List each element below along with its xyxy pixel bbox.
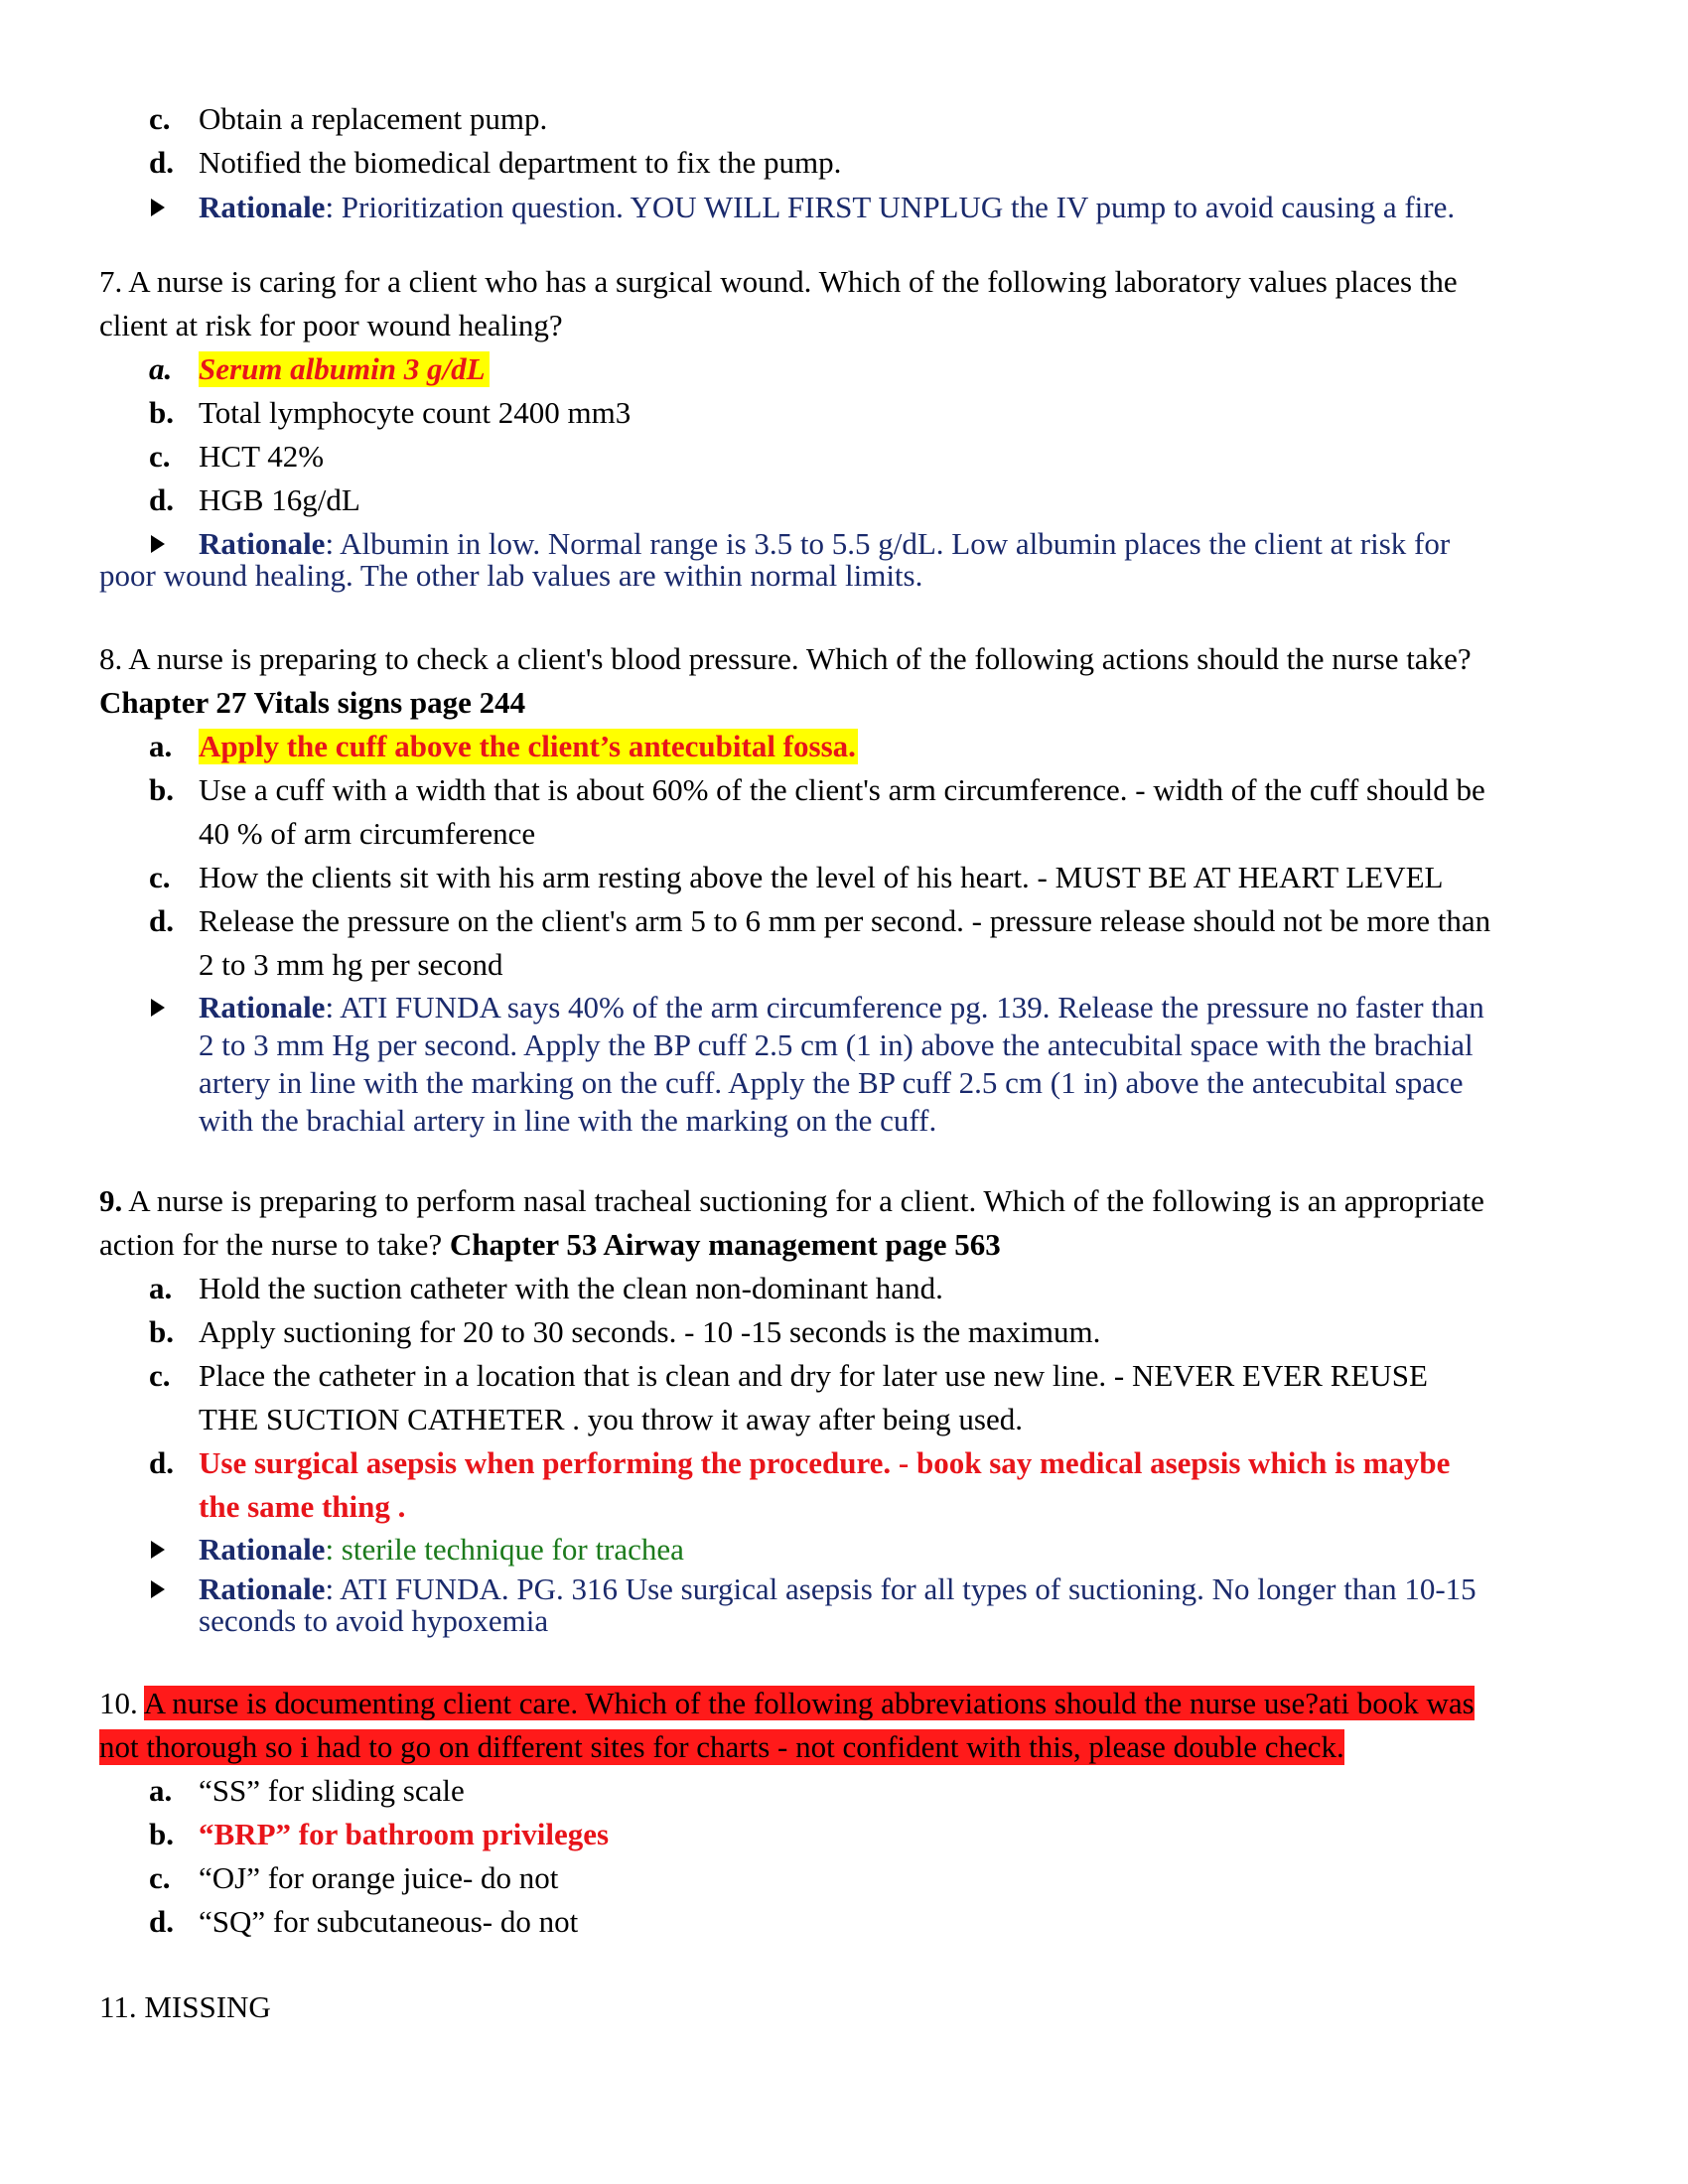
q8-rationale-line1: Rationale: ATI FUNDA says 40% of the arm circumference pg. 139. Release the pressure no faster than: [199, 990, 1484, 1024]
q10-option-d-label: d.: [149, 1904, 174, 1939]
q10-option-c: “OJ” for orange juice- do not: [199, 1860, 559, 1895]
q6-rationale: Rationale: Prioritization question. YOU WILL FIRST UNPLUG the IV pump to avoid causing a fire.: [199, 190, 1456, 224]
q9-option-d-label: d.: [149, 1445, 174, 1480]
q8-rationale-line3: artery in line with the marking on the cuff. Apply the BP cuff 2.5 cm (1 in) above the antecubital space: [199, 1065, 1464, 1100]
q8-option-c-label: c.: [149, 860, 171, 894]
bullet-icon: [151, 1541, 165, 1559]
q9-stem-line1: 9. A nurse is preparing to perform nasal tracheal suctioning for a client. Which of the following is an appropriate: [99, 1183, 1484, 1218]
q9-option-b: Apply suctioning for 20 to 30 seconds. - 10 -15 seconds is the maximum.: [199, 1314, 1101, 1349]
q11-text: 11. MISSING: [99, 1989, 271, 2024]
q6-option-d-label: d.: [149, 145, 174, 180]
q9-option-a: Hold the suction catheter with the clean non-dominant hand.: [199, 1271, 943, 1305]
q7-option-c: HCT 42%: [199, 439, 325, 474]
q7-option-b-label: b.: [149, 395, 174, 430]
q8-stem-line1: 8. A nurse is preparing to check a client's blood pressure. Which of the following actions should the nurse take?: [99, 641, 1472, 676]
q7-rationale-line2: poor wound healing. The other lab values are within normal limits.: [99, 558, 923, 593]
q10-number: 10.: [99, 1686, 144, 1720]
bullet-icon: [151, 535, 165, 553]
q7-option-b: Total lymphocyte count 2400 mm3: [199, 395, 632, 430]
q6-option-d: Notified the biomedical department to fix the pump.: [199, 145, 842, 180]
q10-option-a-label: a.: [149, 1773, 173, 1808]
q7-stem-line2: client at risk for poor wound healing?: [99, 308, 563, 342]
q7-option-a-label: a.: [149, 351, 173, 386]
q8-chapter-reference: Chapter 27 Vitals signs page 244: [99, 685, 526, 720]
q7-stem-line1: 7. A nurse is caring for a client who has a surgical wound. Which of the following laboratory values places the: [99, 264, 1458, 299]
rationale-label: Rationale: [199, 526, 326, 561]
q7-option-c-label: c.: [149, 439, 171, 474]
q6-option-c: Obtain a replacement pump.: [199, 101, 548, 136]
q9-rationale-2-line1: Rationale: ATI FUNDA. PG. 316 Use surgical asepsis for all types of suctioning. No longer than 10-15: [199, 1571, 1477, 1606]
q9-option-c-line2: THE SUCTION CATHETER . you throw it away after being used.: [199, 1402, 1023, 1436]
q8-rationale-line2: 2 to 3 mm Hg per second. Apply the BP cuff 2.5 cm (1 in) above the antecubital space with the brachial: [199, 1027, 1474, 1062]
q10-stem-line1: [99, 1686, 1475, 1721]
q7-option-d: HGB 16g/dL: [199, 482, 360, 517]
q8-option-d-line2: 2 to 3 mm hg per second: [199, 947, 503, 982]
bullet-icon: [151, 1580, 165, 1598]
q10-option-a: “SS” for sliding scale: [199, 1773, 465, 1808]
bullet-icon: [151, 999, 165, 1017]
q6-option-c-label: c.: [149, 101, 171, 136]
q10-stem-highlight: A nurse is documenting client care. Which of the following abbreviations should the nurse use?ati book was: [143, 1686, 1475, 1720]
q8-option-c: How the clients sit with his arm resting above the level of his heart. - MUST BE AT HEART LEVEL: [199, 860, 1444, 894]
q10-option-d: “SQ” for subcutaneous- do not: [199, 1904, 579, 1939]
q10-stem-line2: not thorough so i had to go on different sites for charts - not confident with this, please double check.: [99, 1729, 1344, 1764]
q9-number: 9.: [99, 1183, 123, 1218]
q9-option-c-line1: Place the catheter in a location that is clean and dry for later use new line. - NEVER EVER REUSE: [199, 1358, 1428, 1393]
q9-option-d-correct-line2: the same thing .: [199, 1489, 406, 1524]
q7-option-d-label: d.: [149, 482, 174, 517]
q8-option-b-line2: 40 % of arm circumference: [199, 816, 536, 851]
rationale-label: Rationale: [199, 190, 326, 224]
q9-rationale-2-line2: seconds to avoid hypoxemia: [199, 1603, 549, 1638]
q10-option-c-label: c.: [149, 1860, 171, 1895]
q10-option-b-label: b.: [149, 1817, 174, 1851]
q10-option-b-correct: “BRP” for bathroom privileges: [199, 1817, 610, 1851]
q9-stem-line2: action for the nurse to take? Chapter 53 Airway management page 563: [99, 1227, 1001, 1262]
q9-option-a-label: a.: [149, 1271, 173, 1305]
bullet-icon: [151, 199, 165, 216]
q9-rationale-1: Rationale: sterile technique for trachea: [199, 1532, 684, 1567]
q8-option-d-line1: Release the pressure on the client's arm 5 to 6 mm per second. - pressure release should not be more than: [199, 903, 1491, 938]
q9-option-d-correct-line1: Use surgical asepsis when performing the procedure. - book say medical asepsis which is maybe: [199, 1445, 1451, 1480]
rationale-label: Rationale: [199, 990, 326, 1024]
rationale-label: Rationale: [199, 1571, 326, 1606]
q8-option-a-correct: Apply the cuff above the client’s antecubital fossa.: [199, 729, 856, 763]
rationale-label: Rationale: [199, 1532, 326, 1567]
q8-option-d-label: d.: [149, 903, 174, 938]
q8-option-b-line1: Use a cuff with a width that is about 60% of the client's arm circumference. - width of the cuff should be: [199, 772, 1485, 807]
q7-option-a-correct: Serum albumin 3 g/dL: [199, 351, 490, 387]
q9-option-b-label: b.: [149, 1314, 174, 1349]
q7-rationale-line1: Rationale: Albumin in low. Normal range is 3.5 to 5.5 g/dL. Low albumin places the client at risk for: [199, 526, 1451, 561]
q9-chapter-reference: Chapter 53 Airway management page 563: [449, 1227, 1001, 1262]
q8-option-a-label: a.: [149, 729, 173, 763]
q8-rationale-line4: with the brachial artery in line with the marking on the cuff.: [199, 1103, 937, 1138]
q8-option-b-label: b.: [149, 772, 174, 807]
q9-option-c-label: c.: [149, 1358, 171, 1393]
